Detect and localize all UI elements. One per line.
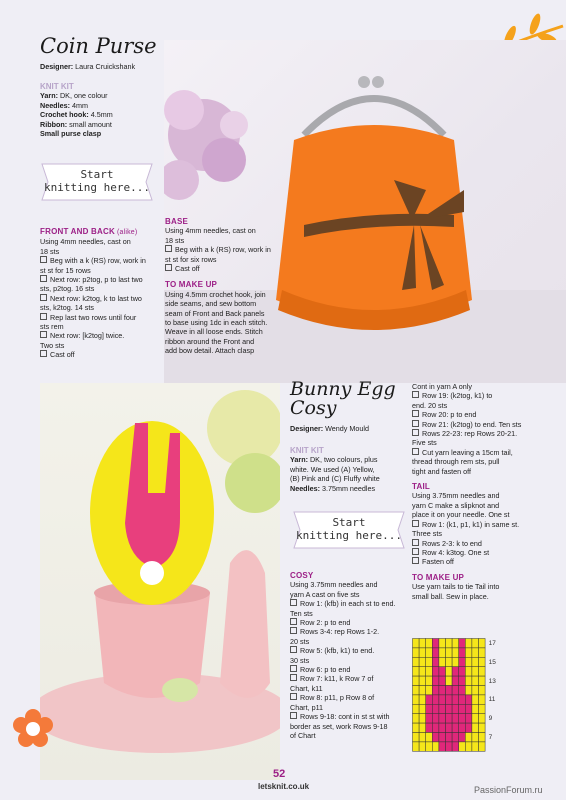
instruction-line: Five sts	[412, 438, 437, 448]
instruction-line: Using 3.75mm needles and	[290, 580, 378, 590]
egg-makeup-lines	[412, 582, 562, 601]
chart-cell-pink	[459, 639, 466, 648]
chart-cell-yellow	[446, 676, 453, 685]
kit-line: Crochet hook: 4.5mm	[40, 110, 113, 120]
chart-cell-pink	[432, 686, 439, 695]
chart-cell-pink	[439, 733, 446, 742]
chart-cell-pink	[432, 733, 439, 742]
instruction-line: ribbon around the Front and	[165, 336, 255, 346]
start-knitting-badge	[36, 160, 158, 204]
chart-cell-pink	[459, 657, 466, 666]
instruction-line: yarn A cast on five sts	[290, 589, 360, 599]
chart-cell-yellow	[452, 657, 459, 666]
coin-makeup-lines	[165, 290, 293, 356]
bunny-egg-title	[290, 380, 396, 418]
instruction-line: Cast off	[165, 264, 293, 273]
instruction-line: seam of Front and Back panels	[165, 308, 265, 318]
checkbox-icon[interactable]	[412, 548, 419, 555]
chart-row-label: 11	[488, 696, 496, 704]
chart-cell-yellow	[472, 733, 479, 742]
chart-cell-pink	[459, 676, 466, 685]
title-line2: Cosy	[290, 397, 337, 419]
checkbox-icon[interactable]	[290, 618, 297, 625]
chart-cell-yellow	[472, 686, 479, 695]
checkbox-icon[interactable]	[290, 646, 297, 653]
instruction-line: Using 4.5mm crochet hook, join	[165, 289, 266, 299]
chart-cell-pink	[452, 733, 459, 742]
chart-cell-pink	[426, 704, 433, 713]
instruction-line: Fasten off	[412, 557, 562, 566]
instruction-line: Row 21: (k2tog) to end. Ten sts	[412, 420, 562, 429]
chart-cell-pink	[465, 714, 472, 723]
chart-row-label: 15	[488, 658, 496, 666]
checkbox-icon[interactable]	[412, 448, 419, 455]
base-section	[165, 217, 293, 356]
chart-cell-yellow	[472, 714, 479, 723]
chart-cell-yellow	[479, 686, 486, 695]
chart-cell-yellow	[472, 704, 479, 713]
instruction-line: thread through rem sts, pull	[412, 457, 500, 467]
chart-cell-pink	[459, 648, 466, 657]
designer-label: Designer:	[40, 62, 74, 71]
chart-cell-pink	[426, 695, 433, 704]
checkbox-icon[interactable]	[412, 391, 419, 398]
instruction-line: st st for six rows	[165, 254, 217, 264]
chart-cell-pink	[452, 695, 459, 704]
coin-purse-title: Coin Purse	[40, 34, 157, 58]
chart-cell-yellow	[419, 695, 426, 704]
chart-row-label: 7	[488, 734, 493, 741]
instruction-line: place it on your needle. One st	[412, 510, 510, 520]
chart-cell-yellow	[472, 657, 479, 666]
instruction-line: 20 sts	[290, 636, 310, 646]
chart-cell-pink	[446, 742, 453, 751]
chart-cell-yellow	[465, 657, 472, 666]
instruction-line: 18 sts	[165, 235, 185, 245]
chart-cell-yellow	[479, 742, 486, 751]
chart-cell-pink	[426, 723, 433, 732]
chart-cell-yellow	[472, 639, 479, 648]
chart-row-label: 17	[488, 640, 496, 647]
checkbox-icon[interactable]	[290, 712, 297, 719]
instruction-line: border as set, work Rows 9-18	[290, 721, 388, 731]
instruction-line: Cont in yarn A only	[412, 382, 472, 391]
instruction-line: Weave in all loose ends. Stitch	[165, 327, 263, 337]
instruction-line: Row 6: p to end	[290, 665, 410, 674]
chart-cell-yellow	[465, 733, 472, 742]
chart-cell-yellow	[413, 704, 420, 713]
instruction-line: Chart, p11	[290, 702, 324, 712]
instruction-line: side seams, and sew bottom	[165, 299, 257, 309]
chart-cell-pink	[439, 704, 446, 713]
chart-cell-yellow	[419, 667, 426, 676]
checkbox-icon[interactable]	[412, 557, 419, 564]
chart-cell-yellow	[413, 733, 420, 742]
instruction-line: st st for 15 rows	[40, 265, 91, 275]
chart-cell-yellow	[426, 733, 433, 742]
coin-knit-kit	[40, 82, 160, 138]
cont-lines	[412, 382, 562, 476]
instruction-line: Row 20: p to end	[412, 410, 562, 419]
checkbox-icon[interactable]	[165, 245, 172, 252]
chart-cell-yellow	[419, 686, 426, 695]
base-heading: BASE	[165, 217, 189, 226]
chart-cell-yellow	[479, 657, 486, 666]
badge-line2: knitting here...	[44, 181, 150, 194]
chart-cell-pink	[432, 695, 439, 704]
checkbox-icon[interactable]	[290, 627, 297, 634]
chart-cell-pink	[459, 695, 466, 704]
instruction-line: yarn C make a slipknot and	[412, 500, 500, 510]
instruction-line: Next row: k2tog, k to last two	[40, 294, 164, 303]
chart-cell-pink	[459, 714, 466, 723]
instruction-line: tight and fasten off	[412, 466, 472, 476]
chart-cell-pink	[446, 686, 453, 695]
instruction-line: Use yarn tails to tie Tail into	[412, 582, 500, 592]
chart-cell-yellow	[419, 639, 426, 648]
chart-cell-yellow	[432, 742, 439, 751]
chart-cell-yellow	[419, 657, 426, 666]
title-line1: Bunny Egg	[290, 378, 396, 400]
instruction-line: Rows 22-23: rep Rows 20-21.	[412, 429, 562, 438]
chart-cell-pink	[432, 657, 439, 666]
checkbox-icon[interactable]	[290, 693, 297, 700]
checkbox-icon[interactable]	[412, 520, 419, 527]
chart-cell-yellow	[439, 648, 446, 657]
chart-cell-yellow	[413, 714, 420, 723]
instruction-line: Using 4mm needles, cast on	[40, 237, 131, 247]
chart-cell-yellow	[465, 639, 472, 648]
chart-cell-yellow	[472, 667, 479, 676]
instruction-line: Chart, k11	[290, 683, 323, 693]
chart-cell-pink	[452, 723, 459, 732]
checkbox-icon[interactable]	[40, 331, 47, 338]
chart-row-label: 13	[488, 677, 496, 685]
cosy-lines	[290, 580, 410, 740]
kit-line: Small purse clasp	[40, 129, 102, 139]
chart-cell-pink	[446, 723, 453, 732]
chart-cell-yellow	[419, 714, 426, 723]
chart-cell-yellow	[426, 742, 433, 751]
chart-cell-yellow	[465, 686, 472, 695]
chart-cell-yellow	[426, 667, 433, 676]
front-back-lines	[40, 237, 164, 359]
chart-cell-yellow	[452, 648, 459, 657]
chart-cell-yellow	[419, 733, 426, 742]
chart-cell-yellow	[479, 733, 486, 742]
site-url: letsknit.co.uk	[258, 782, 310, 791]
chart-cell-yellow	[479, 704, 486, 713]
chart-cell-pink	[446, 704, 453, 713]
instruction-line: to base using 1dc in each stitch.	[165, 318, 268, 328]
instruction-line: Cut yarn leaving a 15cm tail,	[412, 448, 562, 457]
instruction-line: end. 20 sts	[412, 400, 448, 410]
egg-knit-kit: KNIT KIT Yarn: DK, two colours, plus white. We used (A) Yellow, (B) Pink and (C) Fluffy white Needles: 3.75mm needles	[290, 446, 380, 493]
chart-cell-yellow	[465, 648, 472, 657]
chart-cell-yellow	[452, 639, 459, 648]
instruction-line: sts rem	[40, 322, 64, 332]
instruction-line: 18 sts	[40, 246, 60, 256]
checkbox-icon[interactable]	[40, 256, 47, 263]
chart-cell-pink	[439, 676, 446, 685]
instruction-line: Ten sts	[290, 608, 313, 618]
instruction-line: Row 1: (kfb) in each st to end.	[290, 599, 410, 608]
chart-cell-yellow	[439, 639, 446, 648]
chart-cell-yellow	[479, 639, 486, 648]
chart-cell-yellow	[426, 676, 433, 685]
chart-cell-pink	[439, 714, 446, 723]
watermark: PassionForum.ru	[474, 785, 543, 795]
chart-cell-yellow	[472, 676, 479, 685]
instruction-line: Next row: [k2tog] twice.	[40, 331, 164, 340]
instruction-line: Two sts	[40, 340, 65, 350]
chart-cell-yellow	[465, 667, 472, 676]
instruction-line: Row 5: (kfb, k1) to end.	[290, 646, 410, 655]
chart-cell-yellow	[413, 657, 420, 666]
chart-cell-yellow	[413, 667, 420, 676]
chart-cell-yellow	[446, 648, 453, 657]
checkbox-icon[interactable]	[412, 410, 419, 417]
chart-cell-pink	[432, 714, 439, 723]
chart-cell-pink	[459, 686, 466, 695]
instruction-line: Using 4mm needles, cast on	[165, 226, 256, 236]
instruction-line: Cast off	[40, 350, 164, 359]
chart-cell-pink	[432, 676, 439, 685]
coin-designer	[40, 62, 135, 71]
checkbox-icon[interactable]	[290, 599, 297, 606]
instruction-line: Row 4: k3tog. One st	[412, 548, 562, 557]
chart-cell-pink	[432, 639, 439, 648]
chart-cell-pink	[439, 695, 446, 704]
instruction-line: Rep last two rows until four	[40, 313, 164, 322]
chart-cell-yellow	[413, 695, 420, 704]
chart-cell-pink	[465, 723, 472, 732]
instruction-line: 30 sts	[290, 655, 310, 665]
instruction-line: Beg with a k (RS) row, work in	[40, 256, 164, 265]
instruction-line: Rows 9-18: cont in st st with	[290, 712, 410, 721]
bunny-egg-photo	[40, 383, 280, 780]
chart-cell-yellow	[413, 676, 420, 685]
chart-cell-yellow	[413, 648, 420, 657]
instruction-line: Row 1: (k1, p1, k1) in same st.	[412, 520, 562, 529]
egg-designer: Designer: Wendy Mould	[290, 424, 369, 433]
instruction-line: small ball. Sew in place.	[412, 591, 489, 601]
chart-cell-pink	[432, 723, 439, 732]
chart-cell-yellow	[472, 723, 479, 732]
chart-cell-pink	[426, 714, 433, 723]
front-back-section: FRONT AND BACK (alike) Using 4mm needles, cast on 18 sts Beg with a k (RS) row, work in st st for 15 rows Next row: p2tog, p to last two sts, p2tog. 16 sts Next row: k2tog, k to last two sts, k2tog. 14 sts Rep last two rows until four sts rem Next row: [k2tog] twice. Two sts Cast off	[40, 227, 164, 360]
chart-cell-pink	[459, 733, 466, 742]
chart-cell-yellow	[479, 714, 486, 723]
chart-cell-yellow	[413, 686, 420, 695]
chart-cell-pink	[465, 695, 472, 704]
chart-cell-pink	[459, 704, 466, 713]
chart-cell-yellow	[479, 667, 486, 676]
instruction-line: Row 7: k11, k Row 7 of	[290, 674, 410, 683]
chart-cell-yellow	[479, 676, 486, 685]
base-lines	[165, 226, 293, 273]
checkbox-icon[interactable]	[412, 420, 419, 427]
instruction-line: Rows 2-3: k to end	[412, 539, 562, 548]
chart-cell-pink	[446, 733, 453, 742]
chart-cell-yellow	[459, 742, 466, 751]
cosy-section: COSY Using 3.75mm needles and yarn A cast on five sts Row 1: (kfb) in each st to end. Ten sts Row 2: p to end Rows 3-4: rep Rows 1-2. 20 sts Row 5: (kfb, k1) to end. 30 sts Row 6: p to end Row 7: k11, k Row 7 of Chart, k11 Row 8: p11, p Row 8 of Chart, p11 Rows 9-18: cont in st st with border as set, work Rows 9-18 of Chart	[290, 571, 410, 740]
chart-cell-pink	[452, 676, 459, 685]
chart-cell-yellow	[479, 695, 486, 704]
checkbox-icon[interactable]	[290, 674, 297, 681]
checkbox-icon[interactable]	[290, 665, 297, 672]
chart-cell-pink	[439, 742, 446, 751]
chart-cell-yellow	[413, 742, 420, 751]
chart-cell-pink	[446, 714, 453, 723]
chart-cell-yellow	[472, 695, 479, 704]
chart-cell-yellow	[419, 723, 426, 732]
chart-cell-pink	[452, 686, 459, 695]
chart-cell-yellow	[426, 639, 433, 648]
chart-cell-pink	[459, 723, 466, 732]
front-back-heading: FRONT AND BACK	[40, 227, 115, 236]
instruction-line: Row 8: p11, p Row 8 of	[290, 693, 410, 702]
chart-cell-pink	[432, 704, 439, 713]
instruction-line: Three sts	[412, 529, 442, 539]
coin-makeup-heading: TO MAKE UP	[165, 280, 218, 290]
chart-cell-pink	[439, 723, 446, 732]
checkbox-icon[interactable]	[412, 539, 419, 546]
chart-cell-yellow	[472, 742, 479, 751]
chart-cell-yellow	[419, 676, 426, 685]
chart-cell-pink	[432, 648, 439, 657]
tail-lines	[412, 491, 562, 566]
instruction-line: Beg with a k (RS) row, work in	[165, 245, 293, 254]
kit-line: Ribbon: small amount	[40, 119, 112, 129]
checkbox-icon[interactable]	[165, 264, 172, 271]
chart-cell-yellow	[472, 648, 479, 657]
chart-cell-pink	[465, 704, 472, 713]
instruction-line: Row 19: (k2tog, k1) to	[412, 391, 562, 400]
chart-cell-yellow	[446, 639, 453, 648]
chart-cell-yellow	[413, 639, 420, 648]
instruction-line: Using 3.75mm needles and	[412, 491, 500, 501]
start-knitting-badge-2: Start knitting here...	[288, 508, 410, 552]
knit-kit-heading: KNIT KIT	[40, 82, 74, 91]
chart-cell-pink	[432, 667, 439, 676]
instruction-line: Next row: p2tog, p to last two	[40, 275, 164, 284]
chart-cell-pink	[439, 667, 446, 676]
checkbox-icon[interactable]	[40, 275, 47, 282]
checkbox-icon[interactable]	[412, 429, 419, 436]
instruction-line: add bow detail. Attach clasp	[165, 346, 255, 356]
chart-cell-yellow	[426, 648, 433, 657]
chart-cell-yellow	[419, 742, 426, 751]
chart-row-label: 9	[488, 715, 493, 723]
chart-cell-pink	[459, 667, 466, 676]
chart-cell-pink	[452, 667, 459, 676]
instruction-line: Row 2: p to end	[290, 618, 410, 627]
egg-right-column: Cont in yarn A only Row 19: (k2tog, k1) to end. 20 sts Row 20: p to end Row 21: (k2tog) to end. Ten sts Rows 22-23: rep Rows 20-21. Five sts Cut yarn leaving a 15cm tail, thread through rem sts, pull tight and fasten off TAIL Using 3.75mm needles and yarn C make a slipknot and place it on your needle. One st Row 1: (k1, p1, k1) in same st. Three sts Rows 2-3: k to end Row 4: k3tog. One st Fasten off TO MAKE UP Use yarn tails to tie Tail into small ball. Sew in place.	[412, 382, 562, 601]
chart-cell-yellow	[426, 657, 433, 666]
designer-name: Laura Cruickshank	[75, 62, 136, 71]
flower-icon	[12, 708, 54, 750]
chart-cell-yellow	[479, 648, 486, 657]
kit-line: Needles: 4mm	[40, 100, 88, 110]
chart-cell-yellow	[479, 723, 486, 732]
checkbox-icon[interactable]	[40, 294, 47, 301]
instruction-line: sts, k2tog. 14 sts	[40, 303, 94, 313]
checkbox-icon[interactable]	[40, 350, 47, 357]
chart-cell-yellow	[419, 704, 426, 713]
chart-cell-pink	[452, 704, 459, 713]
instruction-line: Rows 3-4: rep Rows 1-2.	[290, 627, 410, 636]
badge-line1: Start	[80, 168, 114, 181]
instruction-line: sts, p2tog. 16 sts	[40, 284, 95, 294]
instruction-line: of Chart	[290, 730, 316, 740]
chart-cell-pink	[446, 695, 453, 704]
chart-cell-pink	[452, 742, 459, 751]
checkbox-icon[interactable]	[40, 313, 47, 320]
chart-cell-pink	[439, 686, 446, 695]
chart-cell-pink	[452, 714, 459, 723]
chart-cell-yellow	[439, 657, 446, 666]
chart-cell-yellow	[446, 667, 453, 676]
chart-cell-yellow	[413, 723, 420, 732]
kit-line: Yarn: DK, one colour	[40, 91, 108, 101]
chart-cell-yellow	[446, 657, 453, 666]
chart-cell-yellow	[465, 676, 472, 685]
chart-cell-yellow	[426, 686, 433, 695]
chart-cell-yellow	[465, 742, 472, 751]
chart-cell-yellow	[419, 648, 426, 657]
page-number: 52	[273, 768, 286, 780]
